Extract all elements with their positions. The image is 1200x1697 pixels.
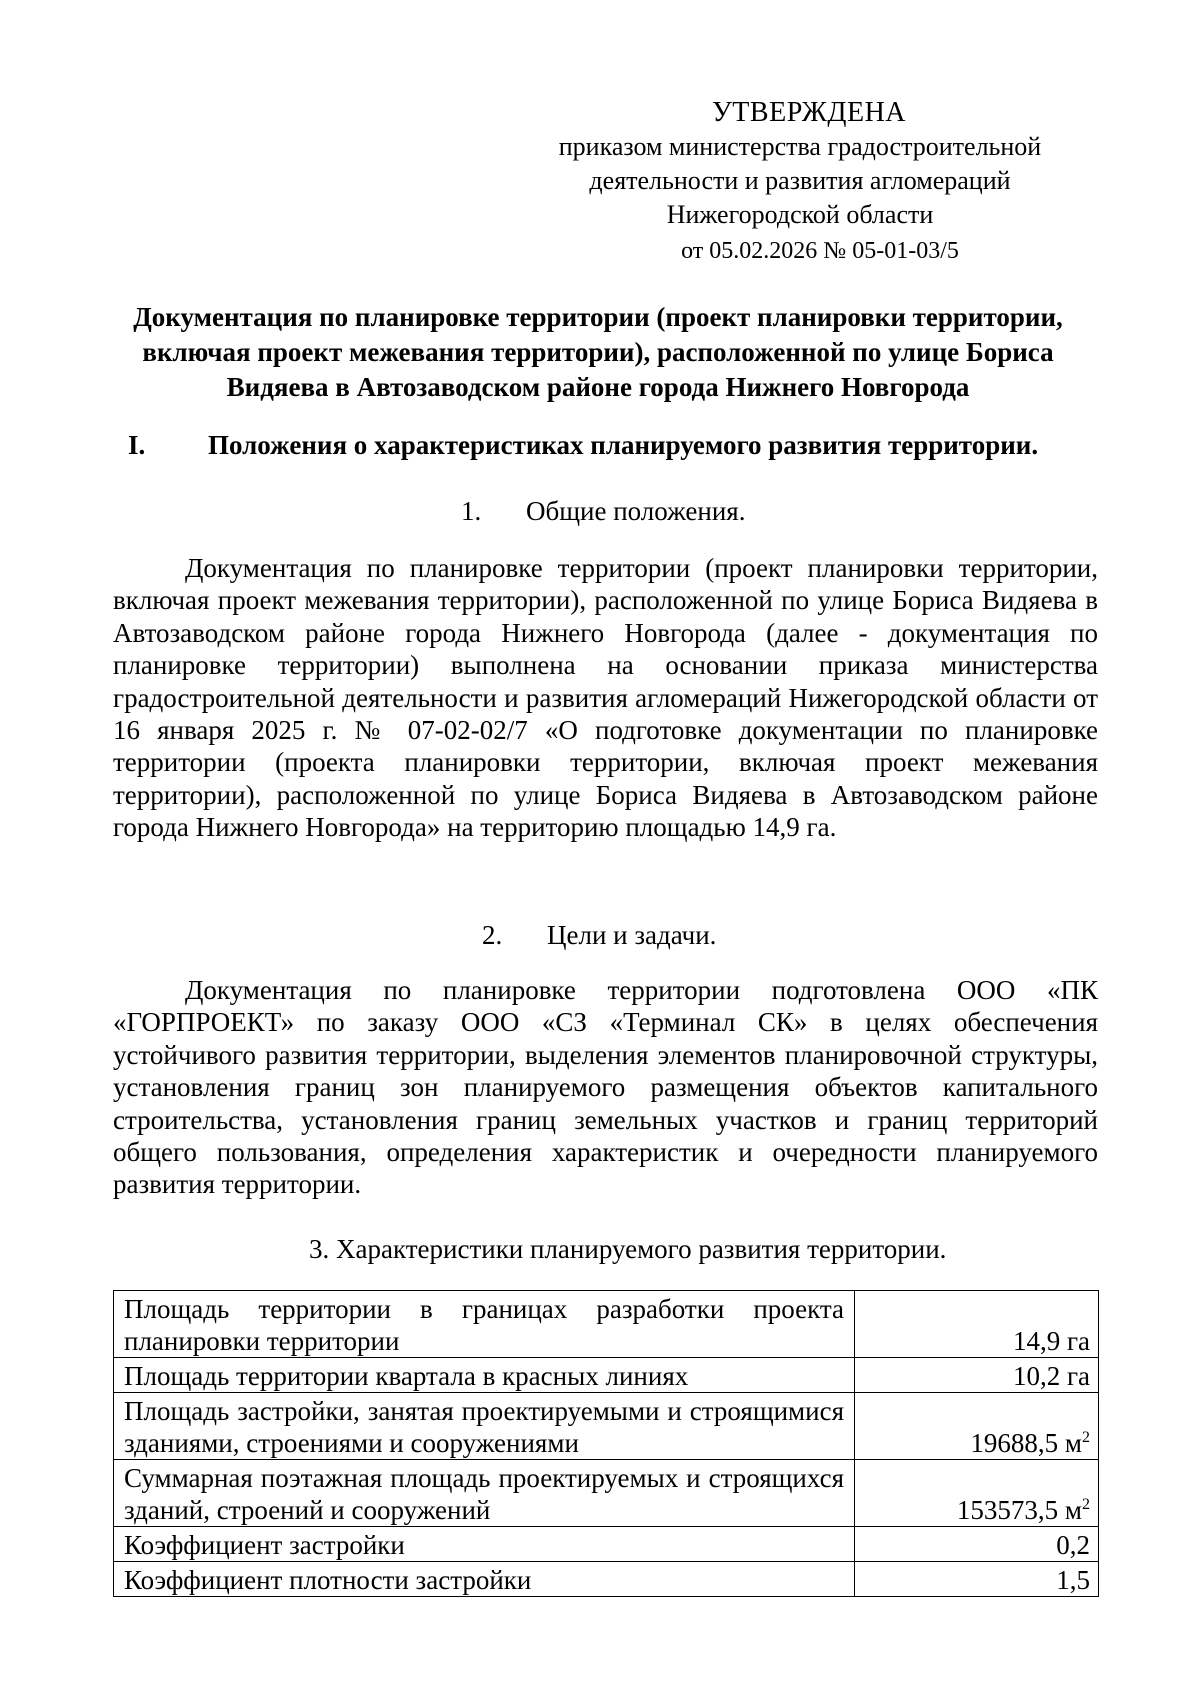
table-cell-value: 19688,5 $м^2$: [855, 1393, 1099, 1460]
approval-title: УТВЕРЖДЕНА: [711, 97, 907, 128]
table-cell-label: Коэффициент плотности застройки: [114, 1562, 855, 1597]
approval-stamp: [520, 96, 1080, 268]
table-row: [114, 1562, 1099, 1597]
document-title: Документация по планировке территории (проект планировки территории, включая проект межевания территории), расположенной по улице Бориса Видяева в Автозаводском районе города Нижнего Новгорода: [133, 302, 1063, 402]
table-cell-value: 1,5: [855, 1562, 1099, 1597]
subsection-heading-characteristics: 3. Характеристики планируемого развития территории.: [309, 1234, 947, 1264]
characteristics-table: [113, 1290, 1099, 1597]
section-heading: [128, 428, 1108, 463]
approval-date-line: [560, 234, 1080, 268]
table-cell-value: 10,2 га: [855, 1358, 1099, 1393]
table-row: [114, 1527, 1099, 1562]
approval-date: 05.02.2026: [709, 238, 818, 264]
table-cell-value: 0,2: [855, 1527, 1099, 1562]
subsection-title: Цели и задачи.: [547, 920, 717, 950]
table-cell-label: Площадь территории квартала в красных линиях: [114, 1358, 855, 1393]
table-row: [114, 1358, 1099, 1393]
approval-line-1: приказом министерства градостроительной: [558, 132, 1042, 161]
section-number: I.: [128, 430, 146, 460]
approval-line-2: деятельности и развития агломераций: [589, 166, 1011, 195]
table-row: [114, 1460, 1099, 1527]
table-cell-value: 14,9 га: [855, 1291, 1099, 1358]
subsection-number: 1.: [461, 496, 482, 526]
table-cell-value: 153573,5 $м^2$: [855, 1460, 1099, 1527]
section-title: Положения о характеристиках планируемого развития территории.: [208, 430, 1039, 460]
table-row: [114, 1291, 1099, 1358]
subsection-title: Общие положения.: [526, 496, 746, 526]
subsection-heading-goals: [482, 918, 716, 953]
approval-number-sign: №: [823, 238, 847, 264]
approval-from-label: от: [681, 238, 704, 264]
subsection-number: 2.: [482, 920, 503, 950]
paragraph-general: Документация по планировке территории (проект планировки территории, включая проект межевания территории), расположенной по улице Бориса Видяева в Автозаводском районе города Нижнего Новгорода (далее - документация по планировке территории) выполнена на основании приказа министерства градостроительной деятельности и развития агломераций Нижегородской области от 16 января 2025 г. № 07-02-02/7 «О подготовке документации по планировке территории (проекта планировки территории, включая проект межевания территории), расположенной по улице Бориса Видяева в Автозаводском районе города Нижнего Новгорода» на территорию площадью 14,9 га.: [113, 553, 1098, 843]
subsection-heading-general: [461, 494, 745, 529]
table-row: [114, 1393, 1099, 1460]
paragraph-goals: Документация по планировке территории подготовлена ООО «ПК «ГОРПРОЕКТ» по заказу ООО «СЗ «Терминал СК» в целях обеспечения устойчивого развития территории, выделения элементов планировочной структуры, установления границ зон планируемого размещения объектов капитального строительства, установления границ земельных участков и границ территорий общего пользования, определения характеристик и очередности планируемого развития территории.: [113, 975, 1098, 1200]
table-cell-label: Суммарная поэтажная площадь проектируемых и строящихся зданий, строений и сооружений: [114, 1460, 855, 1527]
table-cell-label: Площадь территории в границах разработки проекта планировки территории: [114, 1291, 855, 1358]
approval-order-number: 05-01-03/5: [852, 238, 959, 264]
table-cell-label: Площадь застройки, занятая проектируемыми и строящимися зданиями, строениями и сооружениями: [114, 1393, 855, 1460]
approval-line-3: Нижегородской области: [666, 200, 934, 229]
table-cell-label: Коэффициент застройки: [114, 1527, 855, 1562]
